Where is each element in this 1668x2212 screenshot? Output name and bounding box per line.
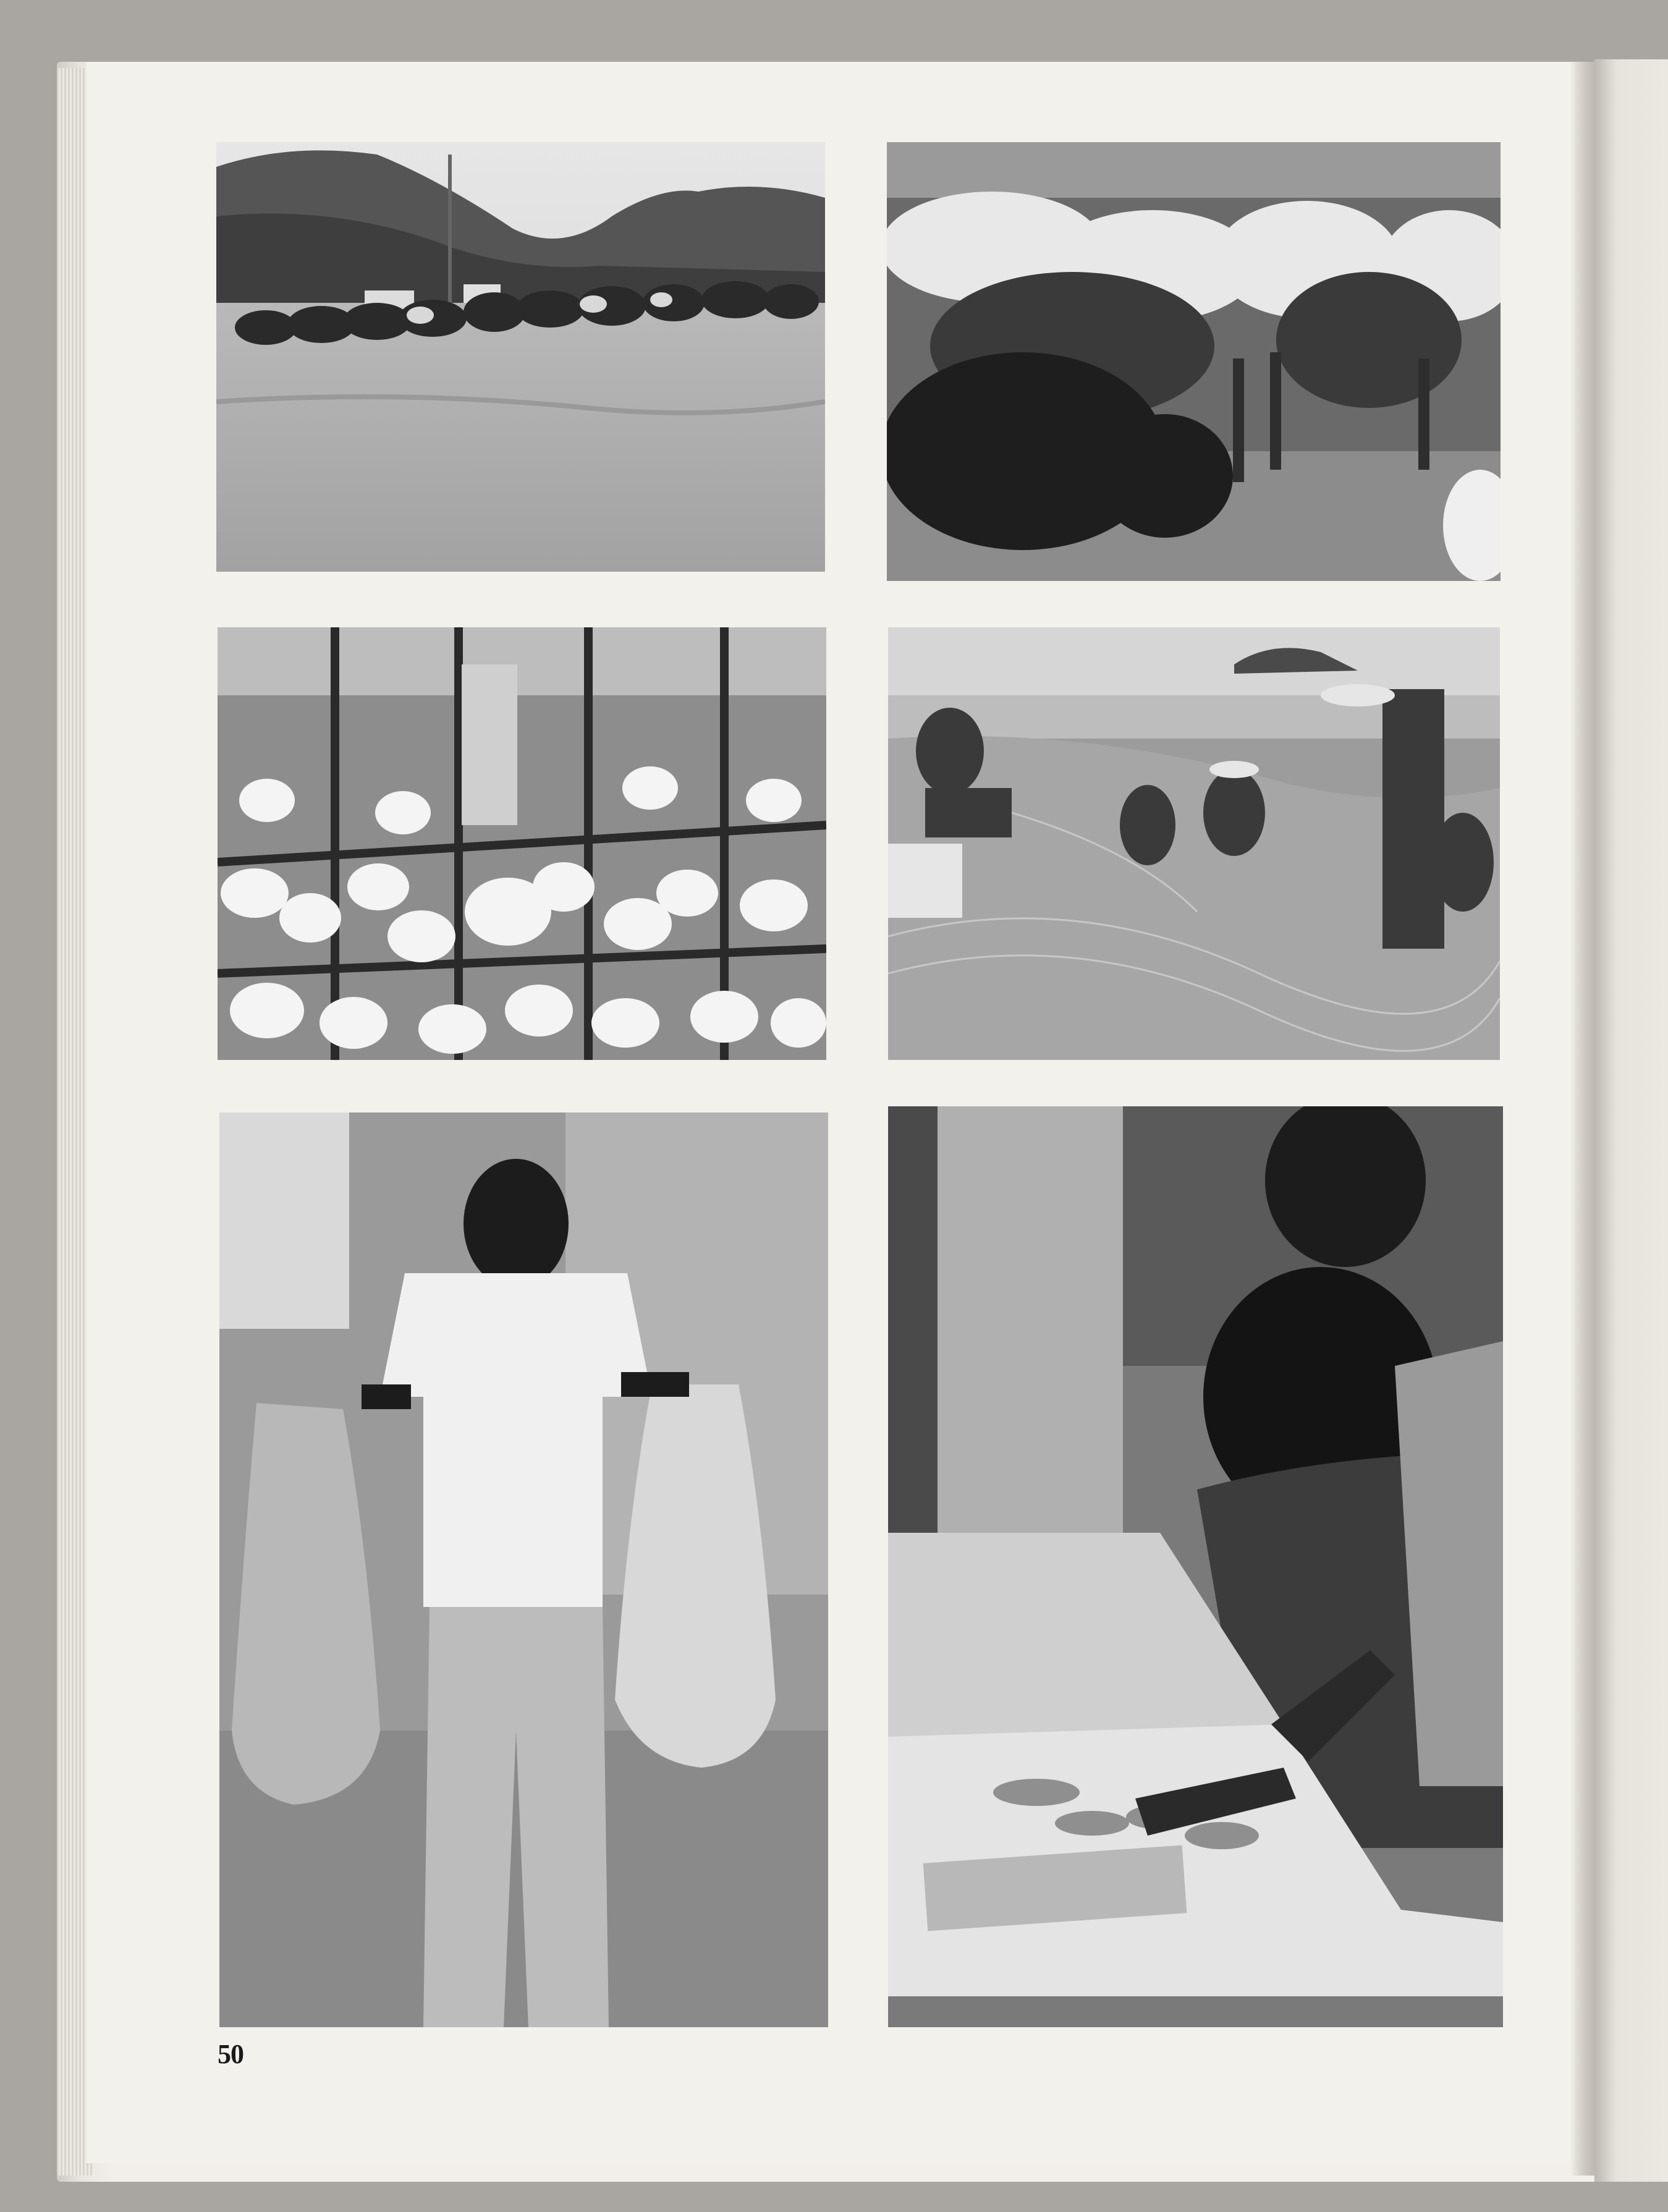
book-gutter [1570, 62, 1594, 2176]
photo-fishermen-nets [888, 627, 1500, 1060]
page-number: 50 [218, 2039, 243, 2069]
photo-cattle-closeup [887, 142, 1501, 581]
photo-man-with-hides [219, 1112, 828, 2027]
photo-cattle-field [216, 142, 825, 572]
next-page-edge [1594, 59, 1668, 2182]
photo-poultry-house [218, 627, 826, 1060]
photo-women-cleaning-fish [888, 1106, 1503, 2027]
